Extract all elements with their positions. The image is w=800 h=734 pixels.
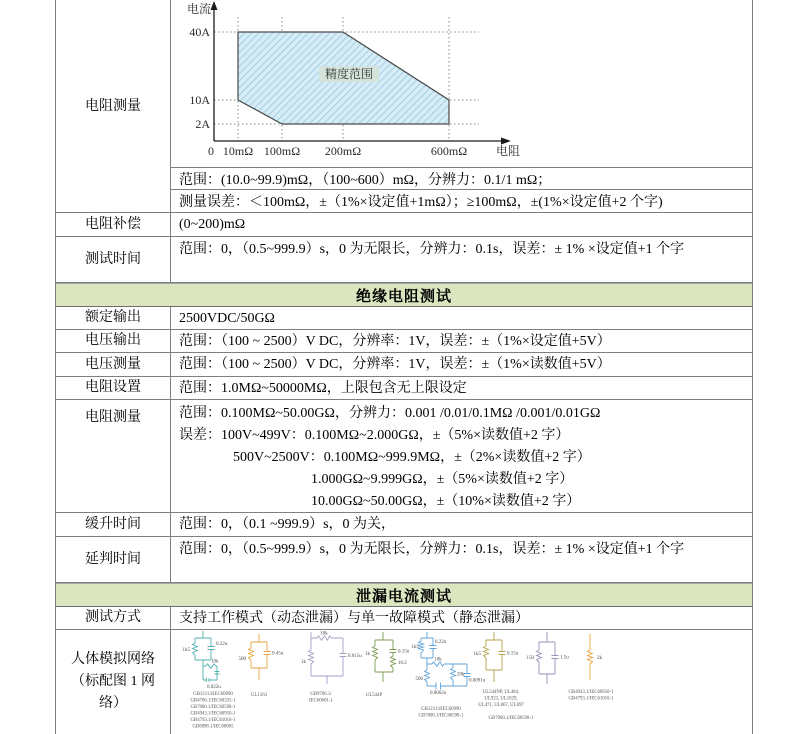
y-tick-2A: 2A: [195, 117, 210, 131]
c5-cap2-label: 0.0062u: [430, 691, 447, 696]
row-label: 电阻补偿: [56, 213, 171, 236]
resistance-range-line: 范围：(10.0~99.9)mΩ，（100~600）mΩ，分辨力：0.1/1 mΩ；: [171, 168, 752, 190]
circuit-4-icon: [373, 632, 397, 682]
row-value: 2500VDC/50GΩ: [179, 310, 275, 326]
c5-r3-label: 20k: [457, 672, 465, 678]
circuit-7-icon: [537, 632, 559, 684]
x-tick-600m: 600mΩ: [430, 144, 468, 158]
row-label: 电阻测量: [56, 400, 171, 512]
row-value: 范围：0，（0.1 ~999.9）s，0 为关，: [179, 517, 396, 532]
svg-text:GB12113/IEC60990: GB12113/IEC60990: [421, 707, 461, 712]
ins-line-1: 范围：0.100MΩ~50.00GΩ，分辨力：0.001 /0.01/0.1MΩ /0.001/0.01GΩ: [179, 406, 601, 421]
svg-text:GB7000.1/IEC60598-1: GB7000.1/IEC60598-1: [488, 716, 534, 721]
row-value: 范围：0，（0.5~999.9）s，0 为无限长，分辨力：0.1s，误差：± 1% ×设定值+1 个字: [179, 542, 685, 557]
circuit-2-icon: [249, 634, 271, 680]
ins-line-4: 1.000GΩ~9.999GΩ，±（5%×读数值+2 字）: [311, 472, 574, 487]
svg-text:GB4793.1/IEC61010-1: GB4793.1/IEC61010-1: [568, 696, 614, 702]
y-axis-arrow: [211, 1, 218, 10]
svg-text:GB8898.1/IEC60065: GB8898.1/IEC60065: [192, 724, 234, 730]
c7-captions: [569, 690, 615, 702]
row-ramp-time: [56, 513, 752, 537]
x-axis-label: 电阻: [496, 144, 521, 158]
svg-text:GB9706.1/: GB9706.1/: [310, 692, 332, 697]
c2-r1-label: 500: [238, 657, 246, 662]
row-resistance-set: [56, 377, 752, 400]
c1-r1-label: 1k5: [182, 648, 190, 653]
c4-r2-label: 10.2: [398, 661, 407, 666]
c5-r1-label: 1k5: [411, 645, 419, 650]
section-header-insulation: 绝缘电阻测试: [56, 283, 752, 307]
svg-text:GB7000.1/IEC60598-1: GB7000.1/IEC60598-1: [190, 705, 236, 710]
row-rated-output: [56, 307, 752, 330]
row-label: 测试方式: [56, 607, 171, 629]
row-label: 电压输出: [56, 330, 171, 352]
ins-line-5: 10.00GΩ~50.00GΩ，±（10%×读数值+2 字）: [311, 494, 581, 509]
c1-r2-label: 10k: [211, 659, 219, 665]
y-tick-40A: 40A: [189, 25, 210, 39]
svg-text:GB12113/IEC60990: GB12113/IEC60990: [193, 692, 233, 697]
row-label: 电压测量: [56, 353, 171, 376]
c3-captions: [309, 692, 333, 704]
svg-text:GB7000.1/IEC60598-1: GB7000.1/IEC60598-1: [418, 713, 464, 719]
spec-table: [55, 0, 753, 734]
row-resistance-comp: [56, 213, 752, 237]
row-voltage-measure: [56, 353, 752, 377]
svg-text:GB4943.1/IEC60950-1: GB4943.1/IEC60950-1: [190, 711, 236, 717]
row-test-time: [56, 237, 752, 283]
c6-captions: [478, 690, 534, 721]
row-label: 测试时间: [56, 237, 171, 282]
x-tick-10m: 10mΩ: [222, 144, 254, 158]
row-test-mode: [56, 607, 752, 630]
section-header-leakage: 泄漏电流测试: [56, 583, 752, 607]
c6-r1-label: 1k5: [473, 652, 481, 657]
svg-text:UL471, UL867, UL697: UL471, UL867, UL697: [478, 703, 524, 708]
c5-cap3-label: 0.0091u: [469, 678, 486, 684]
row-label: 延判时间: [56, 537, 171, 582]
svg-text:UL923, UL1029,: UL923, UL1029,: [484, 696, 518, 702]
svg-text:UL544NP, UL484,: UL544NP, UL484,: [482, 690, 520, 695]
row-value-lines: [171, 400, 752, 512]
svg-text:IEC60601-1: IEC60601-1: [309, 698, 333, 704]
c2-cap1-label: 0.45u: [272, 651, 284, 657]
c3-cap1-label: 0.015u: [348, 654, 362, 659]
c1-captions: [191, 692, 237, 730]
c7-cap1-label: 1.5u: [560, 655, 569, 661]
c5-r2-label: 10k: [434, 657, 442, 663]
c1-cap2-label: 0.022u: [207, 685, 221, 690]
chart-cell: [171, 0, 752, 168]
c2-caption: UL1563: [251, 693, 267, 698]
row-label: 电阻设置: [56, 377, 171, 399]
c4-caption: UL544P: [365, 693, 383, 698]
y-tick-10A: 10A: [189, 93, 210, 107]
row-label: 缓升时间: [56, 513, 171, 536]
c5-r4-label: 500: [415, 677, 423, 682]
svg-text:GB4793.1/IEC61010-1: GB4793.1/IEC61010-1: [190, 718, 236, 723]
c4-r1-label: 1k: [365, 652, 370, 657]
row-value: 范围：1.0MΩ~50000MΩ，上限包含无上限设定: [179, 380, 467, 396]
c5-captions: [419, 707, 465, 719]
x-tick-200m: 200mΩ: [324, 144, 362, 158]
row-label: 电阻测量: [56, 0, 171, 213]
row-voltage-output: [56, 330, 752, 353]
row-delay-time: [56, 537, 752, 583]
row-value: 范围：（100 ~ 2500）V DC，分辨率：1V，误差：±（1%×读数值+5V）: [179, 357, 611, 372]
row-resistance-measure: [56, 0, 752, 213]
c7-r1-label: 150: [526, 656, 534, 661]
y-axis-label: 电流: [186, 2, 211, 16]
row-ins-resistance-measure: [56, 400, 752, 513]
c3-r2-label: 1k: [301, 660, 306, 665]
c5-cap1-label: 0.22u: [435, 640, 447, 645]
row-body-network: [56, 630, 752, 734]
c4-cap1-label: 0.15u: [398, 649, 410, 655]
row-label: 人体模拟网络（标配图 1 网络）: [56, 630, 171, 734]
ins-line-2: 误差：100V~499V：0.100MΩ~2.000GΩ，±（5%×读数值+2 字）: [179, 428, 570, 443]
svg-text:GB4943.1/IEC60950-1: GB4943.1/IEC60950-1: [568, 690, 614, 695]
row-value: 范围：0，（0.5~999.9）s，0 为无限长，分辨力：0.1s，误差：± 1% ×设定值+1 个字: [179, 242, 685, 257]
row-value: 支持工作模式（动态泄漏）与单一故障模式（静态泄漏）: [179, 610, 529, 626]
circuit-8-icon: [588, 634, 593, 680]
c8-r1-label: 2k: [597, 656, 602, 661]
c3-r1-label: 10k: [320, 631, 328, 637]
c6-cap1-label: 0.15u: [507, 651, 519, 657]
x-tick-100m: 100mΩ: [263, 144, 301, 158]
circuit-6-icon: [484, 632, 506, 682]
svg-text:GB4706.1/IEC60335-1: GB4706.1/IEC60335-1: [190, 698, 236, 704]
accuracy-range-chart: [171, 0, 751, 167]
row-value: 范围：（100 ~ 2500）V DC，分辨率：1V，误差：±（1%×设定值+5V）: [179, 333, 611, 349]
circuit-1-icon: [193, 631, 220, 682]
x-tick-0: 0: [208, 144, 214, 158]
circuit-3-icon: [309, 632, 347, 684]
region-label: 精度范围: [324, 67, 374, 81]
row-value: (0~200)mΩ: [179, 217, 246, 232]
row-label: 额定输出: [56, 307, 171, 329]
c1-cap1-label: 0.22u: [216, 642, 228, 647]
resistance-error-line: 测量误差：＜100mΩ，±（1%×设定值+1mΩ）；≥100mΩ，±(1%×设定值+2 个字): [179, 195, 663, 210]
body-network-circuits: [171, 630, 751, 734]
network-diagrams-cell: [171, 630, 752, 734]
ins-line-3: 500V~2500V：0.100MΩ~999.9MΩ，±（2%×读数值+2 字）: [233, 450, 591, 465]
